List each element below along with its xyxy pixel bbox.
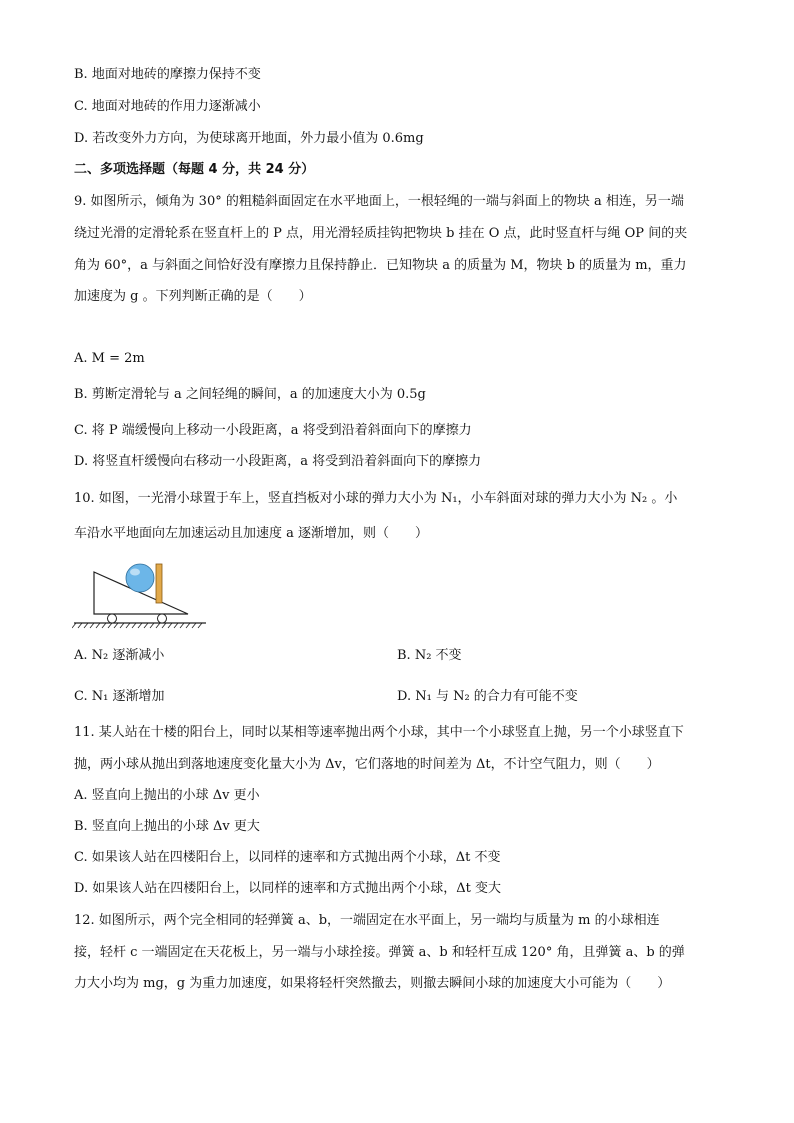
- q9-option-a: A. M = 2m: [74, 351, 145, 366]
- q11-option-a: A. 竖直向上抛出的小球 Δv 更小: [74, 788, 260, 803]
- cart-incline-diagram: [72, 560, 212, 632]
- q8-option-b: B. 地面对地砖的摩擦力保持不变: [74, 67, 261, 82]
- q9-stem-line-2: 绕过光滑的定滑轮系在竖直杆上的 P 点，用光滑轻质挂钩把物块 b 挂在 O 点，此时竖直杆与绳 OP 间的夹: [74, 226, 688, 241]
- q10-stem-line-1: 10. 如图，一光滑小球置于车上，竖直挡板对小球的弹力大小为 N₁，小车斜面对球的弹力大小为 N₂ 。小: [74, 491, 678, 506]
- ground-hatching: [72, 623, 202, 628]
- cart-wheel-right: [158, 614, 167, 623]
- cart-wheel-left: [108, 614, 117, 623]
- q10-stem-line-2: 车沿水平地面向左加速运动且加速度 a 逐渐增加，则（ ）: [74, 526, 429, 541]
- smooth-ball: [126, 564, 154, 592]
- q9-stem-line-3: 角为 60°，a 与斜面之间恰好没有摩擦力且保持静止．已知物块 a 的质量为 M，物块 b 的质量为 m，重力: [74, 258, 687, 273]
- q9-option-c: C. 将 P 端缓慢向上移动一小段距离，a 将受到沿着斜面向下的摩擦力: [74, 423, 472, 438]
- q8-option-d: D. 若改变外力方向，为使球离开地面，外力最小值为 0.6mg: [74, 131, 424, 146]
- q9-stem-line-1: 9. 如图所示，倾角为 30° 的粗糙斜面固定在水平地面上，一根轻绳的一端与斜面上的物块 a 相连，另一端: [74, 194, 684, 209]
- q11-option-d: D. 如果该人站在四楼阳台上，以同样的速率和方式抛出两个小球，Δt 变大: [74, 881, 501, 896]
- ball-highlight: [130, 569, 140, 576]
- q10-option-c: C. N₁ 逐渐增加: [74, 689, 165, 704]
- q12-stem-line-1: 12. 如图所示，两个完全相同的轻弹簧 a、b，一端固定在水平面上，另一端均与质量为 m 的小球相连: [74, 913, 660, 928]
- q8-option-c: C. 地面对地砖的作用力逐渐减小: [74, 99, 261, 114]
- q10-option-d: D. N₁ 与 N₂ 的合力有可能不变: [397, 689, 578, 704]
- q11-option-b: B. 竖直向上抛出的小球 Δv 更大: [74, 819, 260, 834]
- vertical-board: [156, 564, 162, 603]
- q10-option-b: B. N₂ 不变: [397, 648, 462, 663]
- q12-stem-line-2: 接，轻杆 c 一端固定在天花板上，另一端与小球拴接。弹簧 a、b 和轻杆互成 120° 角，且弹簧 a、b 的弹: [74, 945, 685, 960]
- q11-stem-line-1: 11. 某人站在十楼的阳台上，同时以某相等速率抛出两个小球，其中一个小球竖直上抛，另一个小球竖直下: [74, 725, 684, 740]
- q11-stem-line-2: 抛，两小球从抛出到落地速度变化量大小为 Δv，它们落地的时间差为 Δt，不计空气阻力，则（ ）: [74, 757, 660, 772]
- q11-option-c: C. 如果该人站在四楼阳台上，以同样的速率和方式抛出两个小球，Δt 不变: [74, 850, 501, 865]
- q12-stem-line-3: 力大小均为 mg，g 为重力加速度，如果将轻杆突然撤去，则撤去瞬间小球的加速度大小可能为（ ）: [74, 976, 671, 991]
- q9-option-b: B. 剪断定滑轮与 a 之间轻绳的瞬间，a 的加速度大小为 0.5g: [74, 387, 426, 402]
- q9-option-d: D. 将竖直杆缓慢向右移动一小段距离，a 将受到沿着斜面向下的摩擦力: [74, 454, 482, 469]
- section-heading-multiple-choice: 二、多项选择题（每题 4 分，共 24 分）: [74, 162, 315, 177]
- q9-stem-line-4: 加速度为 g 。下列判断正确的是（ ）: [74, 289, 312, 304]
- q10-option-a: A. N₂ 逐渐减小: [74, 648, 165, 663]
